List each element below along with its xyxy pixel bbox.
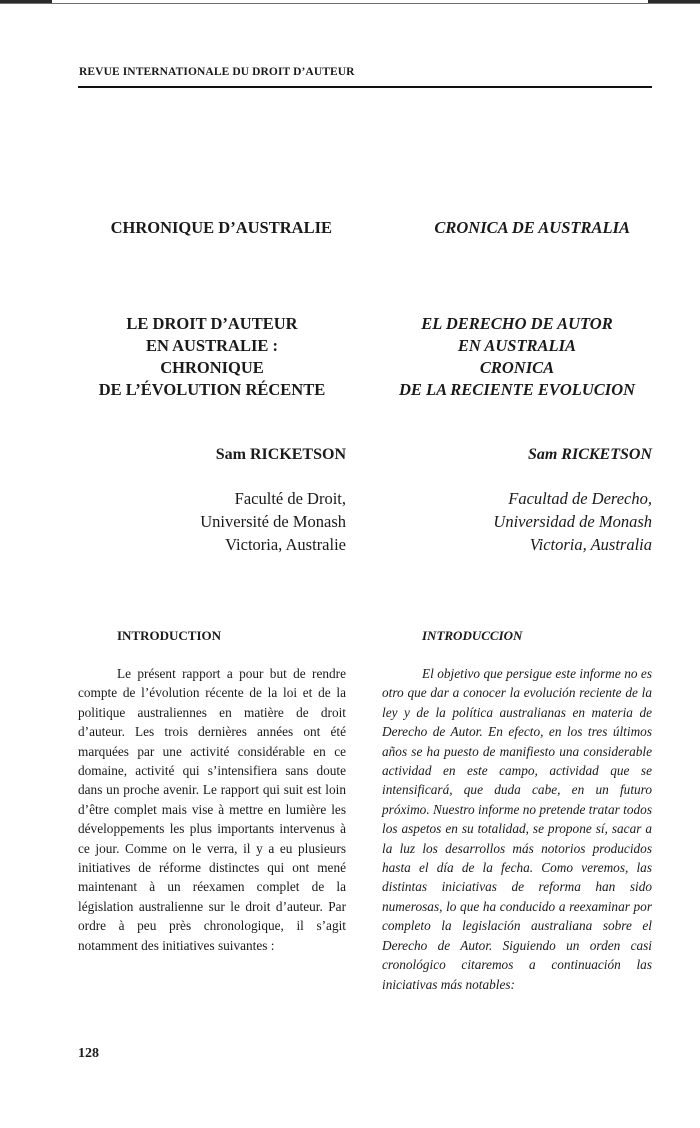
- article-title-es: [382, 313, 652, 401]
- affiliation-fr-line-1: Faculté de Droit,: [234, 489, 346, 508]
- scan-edge-mark-left: [0, 0, 52, 3]
- author-es: Sam RICKETSON: [527, 446, 652, 463]
- article-title-es-line-1: EL DERECHO DE AUTOR: [421, 314, 613, 333]
- page-number: 128: [78, 1046, 99, 1061]
- introduction-es: [382, 628, 652, 644]
- affiliation-fr-line-2: Université de Monash: [200, 512, 346, 531]
- affiliation-es-line-1: Facultad de Derecho,: [508, 489, 652, 508]
- article-title-es-line-2: EN AUSTRALIA: [457, 336, 577, 355]
- subheading-fr: INTRODUCTION: [117, 628, 222, 643]
- scan-top-edge: [0, 3, 700, 4]
- subheading-es: INTRODUCCION: [422, 628, 523, 643]
- article-title-fr-line-4: DE L’ÉVOLUTION RÉCENTE: [98, 380, 326, 399]
- body-es: El objetivo que persigue este informe no es otro que dar a conocer la evolución reciente de la ley y de la política australianas en materia de Derecho de Autor. En efecto, en los tres últimos años se ha puesto de manifiesto una considerable actividad en este campo, actividad que se intensificará, que duda cabe, en un futuro próximo. Nuestro informe no pretende tratar todos los aspetos en su totalidad, se propone sí, sacar a la luz los desarrollos más notorios producidos hasta el día de la fecha. Como veremos, las distintas iniciativas de reforma han sido numerosas, lo que ha conducido a reexaminar por completo la legislación australiana sobre el Derecho de Autor. Siguiendo un orden casi cronológico citaremos a continuación las iniciativas más notables:: [382, 666, 652, 992]
- affiliation-fr-line-3: Victoria, Australie: [225, 535, 346, 554]
- body-fr: Le présent rapport a pour but de rendre compte de l’évolution récente de la loi et de la politique australiennes en matière de droit d’auteur. Les trois dernières années ont été marquées par une activité considérable en ce domaine, activité qui s’intensifiera sans doute dans un proche avenir. Le rapport qui suit est loin d’être complet mais vise à mettre en lumière les développements les plus importants intervenus à ce jour. Comme on le verra, il y a eu plusieurs initiatives de réforme distinctes qui ont mené maintenant à un réexamen complet de la législation australienne sur le droit d’auteur. Par ordre à peu près chronologique, il s’agit notamment des initiatives suivantes :: [78, 666, 346, 953]
- introduction-fr: [78, 628, 346, 644]
- article-title-es-line-3: CRONICA: [479, 358, 555, 377]
- section-title-es-text: CRONICA DE AUSTRALIA: [434, 218, 630, 237]
- article-title-fr-line-1: LE DROIT D’AUTEUR: [126, 314, 298, 333]
- affiliation-fr: [78, 487, 346, 556]
- affiliation-es: [382, 487, 652, 556]
- header-rule: [78, 86, 652, 88]
- section-title-fr: [78, 218, 346, 238]
- article-title-fr-line-2: EN AUSTRALIE :: [145, 336, 279, 355]
- scan-edge-mark-right: [648, 0, 700, 3]
- affiliation-es-line-3: Victoria, Australia: [529, 535, 652, 554]
- article-title-fr: [78, 313, 346, 401]
- author-fr: Sam RICKETSON: [215, 446, 346, 463]
- affiliation-es-line-2: Universidad de Monash: [493, 512, 652, 531]
- article-title-fr-line-3: CHRONIQUE: [160, 358, 264, 377]
- article-title-es-line-4: DE LA RECIENTE EVOLUCION: [398, 380, 636, 399]
- section-title-es: [382, 218, 652, 238]
- section-title-fr-text: CHRONIQUE D’AUSTRALIE: [110, 218, 332, 237]
- running-header: REVUE INTERNATIONALE DU DROIT D’AUTEUR: [79, 66, 355, 78]
